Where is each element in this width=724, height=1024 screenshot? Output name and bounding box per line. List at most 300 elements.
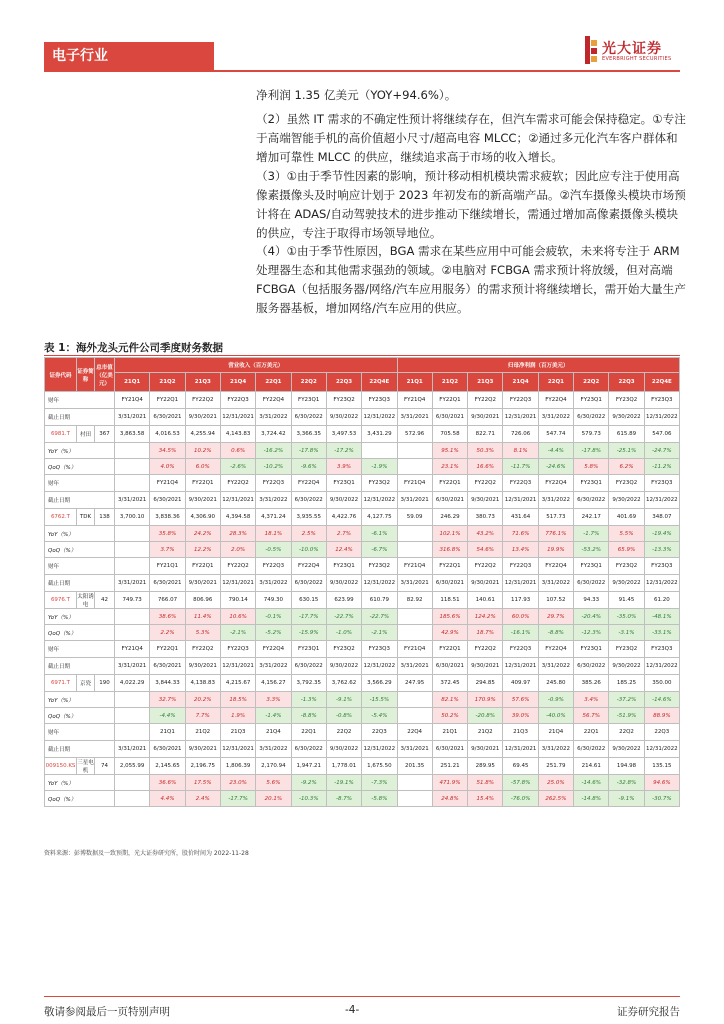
header-quarter: 21Q2	[150, 373, 185, 392]
value-cell: 12/31/2021	[220, 741, 255, 758]
value-cell: 3/31/2022	[256, 741, 291, 758]
value-cell: 2,196.75	[185, 758, 220, 775]
header-quarter: 21Q3	[468, 373, 503, 392]
market-cap: 367	[95, 426, 115, 443]
value-cell: 43.2%	[468, 526, 503, 542]
value-cell: 11.4%	[185, 609, 220, 625]
value-cell: -16.1%	[503, 625, 538, 641]
header-name: 证券简称	[77, 358, 95, 392]
value-cell: 380.73	[468, 509, 503, 526]
value-cell: 12/31/2022	[362, 658, 397, 675]
value-cell: 3/31/2022	[256, 658, 291, 675]
value-cell: 9/30/2021	[185, 741, 220, 758]
value-cell: 51.8%	[468, 775, 503, 791]
value-cell: 2.2%	[150, 625, 185, 641]
value-cell: FY23Q1	[326, 475, 361, 492]
value-cell: 21Q1	[432, 724, 467, 741]
value-cell: -76.0%	[503, 791, 538, 807]
value-cell: FY22Q2	[468, 392, 503, 409]
value-cell: 59.09	[397, 509, 432, 526]
value-cell: FY22Q1	[432, 392, 467, 409]
market-cap: 42	[95, 592, 115, 609]
value-cell: 3.9%	[326, 459, 361, 475]
value-cell: 348.07	[644, 509, 679, 526]
value-cell	[362, 443, 397, 459]
value-cell: 7.7%	[185, 708, 220, 724]
value-cell: 13.4%	[503, 542, 538, 558]
value-cell: 8.1%	[503, 443, 538, 459]
value-cell: 3,497.53	[326, 426, 361, 443]
company-name: 京瓷	[77, 675, 95, 692]
row-label: 财年	[45, 392, 115, 409]
table-row	[45, 526, 680, 542]
value-cell: FY22Q4	[538, 641, 573, 658]
value-cell: 12/31/2021	[503, 409, 538, 426]
value-cell: 6/30/2022	[291, 658, 326, 675]
value-cell: 22Q2	[609, 724, 644, 741]
row-label: YoY（%）	[45, 692, 115, 708]
value-cell: 214.61	[574, 758, 609, 775]
value-cell: 12/31/2022	[362, 409, 397, 426]
value-cell: 107.52	[538, 592, 573, 609]
company-name: 村田	[77, 426, 95, 443]
value-cell: 3,844.33	[150, 675, 185, 692]
value-cell: 9/30/2022	[609, 658, 644, 675]
logo-mark-icon	[585, 36, 597, 64]
value-cell: 350.00	[644, 675, 679, 692]
value-cell: 9/30/2022	[609, 492, 644, 509]
value-cell: 9/30/2022	[326, 492, 361, 509]
value-cell	[397, 526, 432, 542]
value-cell: -9.6%	[291, 459, 326, 475]
value-cell: 82.92	[397, 592, 432, 609]
value-cell: 6/30/2021	[432, 409, 467, 426]
value-cell: 6/30/2022	[574, 409, 609, 426]
value-cell: 38.6%	[150, 609, 185, 625]
value-cell: -9.1%	[326, 692, 361, 708]
brand-logo	[585, 36, 685, 68]
header-rule	[44, 70, 680, 72]
value-cell: -0.1%	[256, 609, 291, 625]
value-cell: FY21Q1	[150, 558, 185, 575]
value-cell: 9/30/2021	[468, 658, 503, 675]
value-cell: 9/30/2021	[468, 492, 503, 509]
table-row	[45, 509, 680, 526]
value-cell: -33.1%	[644, 625, 679, 641]
value-cell: 579.73	[574, 426, 609, 443]
value-cell: 6/30/2022	[574, 741, 609, 758]
value-cell: -6.1%	[362, 526, 397, 542]
value-cell: 3/31/2022	[538, 575, 573, 592]
value-cell: -1.3%	[291, 692, 326, 708]
value-cell: 23.0%	[220, 775, 255, 791]
value-cell	[115, 692, 150, 708]
value-cell: 3/31/2022	[538, 409, 573, 426]
value-cell: 3/31/2021	[397, 741, 432, 758]
table-row	[45, 741, 680, 758]
value-cell: 0.6%	[220, 443, 255, 459]
value-cell: FY22Q4	[256, 641, 291, 658]
value-cell: 294.85	[468, 675, 503, 692]
header-quarter: 22Q3	[326, 373, 361, 392]
value-cell: -19.4%	[644, 526, 679, 542]
row-label: 截止日期	[45, 575, 115, 592]
ticker-code: 6981.T	[45, 426, 77, 443]
value-cell: FY22Q2	[220, 558, 255, 575]
value-cell: 3/31/2021	[397, 409, 432, 426]
row-label: QoQ（%）	[45, 791, 115, 807]
row-label: 截止日期	[45, 741, 115, 758]
value-cell: -24.6%	[538, 459, 573, 475]
table-row	[45, 791, 680, 807]
value-cell: 23.1%	[432, 459, 467, 475]
value-cell	[115, 459, 150, 475]
page-number: -4-	[345, 1004, 360, 1016]
value-cell: 102.1%	[432, 526, 467, 542]
row-label: 财年	[45, 724, 115, 741]
value-cell: 705.58	[432, 426, 467, 443]
table-row	[45, 708, 680, 724]
value-cell: 1,778.01	[326, 758, 361, 775]
value-cell: 4,371.24	[256, 509, 291, 526]
value-cell: FY22Q3	[256, 475, 291, 492]
header-quarter: 21Q4	[503, 373, 538, 392]
value-cell: 21Q2	[185, 724, 220, 741]
value-cell: 2.5%	[291, 526, 326, 542]
table-row	[45, 459, 680, 475]
value-cell	[115, 775, 150, 791]
value-cell: 245.80	[538, 675, 573, 692]
value-cell: -57.8%	[503, 775, 538, 791]
value-cell: 185.25	[609, 675, 644, 692]
value-cell: 42.9%	[432, 625, 467, 641]
value-cell: FY22Q3	[220, 641, 255, 658]
value-cell: 21Q2	[468, 724, 503, 741]
value-cell: -15.9%	[291, 625, 326, 641]
value-cell: 71.6%	[503, 526, 538, 542]
row-label: 截止日期	[45, 409, 115, 426]
value-cell: -53.2%	[574, 542, 609, 558]
value-cell: -15.5%	[362, 692, 397, 708]
value-cell: FY21Q4	[397, 475, 432, 492]
value-cell: 21Q1	[150, 724, 185, 741]
value-cell: FY22Q2	[468, 641, 503, 658]
value-cell: 12/31/2022	[644, 658, 679, 675]
value-cell: -20.4%	[574, 609, 609, 625]
value-cell: 9/30/2022	[326, 575, 361, 592]
table-row	[45, 443, 680, 459]
value-cell: 194.98	[609, 758, 644, 775]
market-cap: 74	[95, 758, 115, 775]
value-cell: -17.8%	[574, 443, 609, 459]
value-cell: 34.5%	[150, 443, 185, 459]
value-cell: 4,156.27	[256, 675, 291, 692]
row-label: 财年	[45, 475, 115, 492]
value-cell: -30.7%	[644, 791, 679, 807]
value-cell: 9/30/2021	[468, 409, 503, 426]
table-header	[45, 358, 680, 392]
value-cell: 12/31/2021	[503, 741, 538, 758]
value-cell: 5.5%	[609, 526, 644, 542]
value-cell: FY22Q1	[432, 558, 467, 575]
table-row	[45, 426, 680, 443]
value-cell: -48.1%	[644, 609, 679, 625]
value-cell	[115, 791, 150, 807]
value-cell: 2.7%	[326, 526, 361, 542]
value-cell: 247.95	[397, 675, 432, 692]
value-cell: 3/31/2021	[115, 575, 150, 592]
value-cell: 6/30/2021	[432, 575, 467, 592]
value-cell: -17.2%	[326, 443, 361, 459]
header-code: 证券代码	[45, 358, 77, 392]
value-cell: -35.0%	[609, 609, 644, 625]
table-row	[45, 542, 680, 558]
row-label: 财年	[45, 558, 115, 575]
value-cell: 24.2%	[185, 526, 220, 542]
value-cell	[397, 708, 432, 724]
row-label: QoQ（%）	[45, 459, 115, 475]
company-name: TDK	[77, 509, 95, 526]
value-cell: 20.1%	[256, 791, 291, 807]
value-cell: 4,255.94	[185, 426, 220, 443]
row-label: YoY（%）	[45, 609, 115, 625]
value-cell: FY23Q2	[609, 641, 644, 658]
value-cell: FY22Q1	[432, 641, 467, 658]
header-quarter: 21Q4	[220, 373, 255, 392]
value-cell: 94.6%	[644, 775, 679, 791]
value-cell: 790.14	[220, 592, 255, 609]
value-cell: -40.0%	[538, 708, 573, 724]
value-cell: 3,863.58	[115, 426, 150, 443]
value-cell: -51.9%	[609, 708, 644, 724]
value-cell: 12/31/2022	[644, 741, 679, 758]
value-cell: -5.4%	[362, 708, 397, 724]
value-cell: 4,143.83	[220, 426, 255, 443]
value-cell: 88.9%	[644, 708, 679, 724]
value-cell	[397, 692, 432, 708]
value-cell: 15.4%	[468, 791, 503, 807]
value-cell: FY22Q4	[538, 558, 573, 575]
value-cell: -1.4%	[256, 708, 291, 724]
value-cell: 9/30/2022	[326, 658, 361, 675]
value-cell: 3,366.35	[291, 426, 326, 443]
value-cell: FY22Q1	[185, 475, 220, 492]
value-cell: 9/30/2022	[326, 741, 361, 758]
value-cell: 6/30/2021	[150, 741, 185, 758]
value-cell: 1,947.21	[291, 758, 326, 775]
value-cell: 6/30/2021	[432, 492, 467, 509]
value-cell: 251.79	[538, 758, 573, 775]
value-cell: 4,306.90	[185, 509, 220, 526]
value-cell: FY22Q3	[503, 641, 538, 658]
table-row	[45, 675, 680, 692]
value-cell: 289.95	[468, 758, 503, 775]
value-cell: 4,127.75	[362, 509, 397, 526]
value-cell: 6.0%	[185, 459, 220, 475]
value-cell: 12/31/2021	[503, 658, 538, 675]
ticker-code: 6976.T	[45, 592, 77, 609]
value-cell: 10.6%	[220, 609, 255, 625]
value-cell: FY22Q2	[220, 475, 255, 492]
value-cell: FY23Q1	[326, 558, 361, 575]
value-cell: FY23Q2	[362, 558, 397, 575]
value-cell: 547.74	[538, 426, 573, 443]
value-cell: 6/30/2021	[150, 658, 185, 675]
value-cell: -20.8%	[468, 708, 503, 724]
value-cell: 50.3%	[468, 443, 503, 459]
value-cell: 6/30/2021	[150, 492, 185, 509]
value-cell: FY22Q4	[538, 392, 573, 409]
value-cell: FY22Q1	[185, 558, 220, 575]
value-cell: FY22Q1	[150, 392, 185, 409]
value-cell: 3,935.55	[291, 509, 326, 526]
value-cell: FY21Q4	[150, 475, 185, 492]
value-cell: 3/31/2021	[115, 492, 150, 509]
value-cell: 140.61	[468, 592, 503, 609]
value-cell: 1,806.39	[220, 758, 255, 775]
value-cell: FY23Q3	[644, 641, 679, 658]
value-cell: 3/31/2021	[115, 658, 150, 675]
value-cell: -6.7%	[362, 542, 397, 558]
value-cell: 95.1%	[432, 443, 467, 459]
value-cell: 9/30/2022	[609, 575, 644, 592]
value-cell: -10.2%	[256, 459, 291, 475]
value-cell: -22.7%	[362, 609, 397, 625]
value-cell: 3/31/2021	[397, 492, 432, 509]
value-cell: FY22Q1	[150, 641, 185, 658]
value-cell	[115, 609, 150, 625]
table-row	[45, 724, 680, 741]
value-cell: FY23Q2	[326, 392, 361, 409]
value-cell: -14.8%	[574, 791, 609, 807]
value-cell: 806.96	[185, 592, 220, 609]
value-cell: FY22Q4	[256, 392, 291, 409]
footer-disclaimer: 敬请参阅最后一页特别声明	[44, 1006, 170, 1018]
value-cell: 9/30/2022	[609, 741, 644, 758]
value-cell: 3/31/2022	[256, 575, 291, 592]
value-cell: FY23Q1	[574, 392, 609, 409]
value-cell: 9/30/2021	[185, 492, 220, 509]
value-cell: 6/30/2021	[432, 658, 467, 675]
value-cell: 170.9%	[468, 692, 503, 708]
ticker-code: 6971.T	[45, 675, 77, 692]
value-cell: 262.5%	[538, 791, 573, 807]
value-cell: FY22Q3	[503, 392, 538, 409]
value-cell: 12.2%	[185, 542, 220, 558]
header-profit: 归母净利润（百万美元）	[397, 358, 680, 373]
value-cell: 822.71	[468, 426, 503, 443]
value-cell: -2.1%	[220, 625, 255, 641]
header-mcap: 总市值（亿美元）	[95, 358, 115, 392]
value-cell: 3.7%	[150, 542, 185, 558]
value-cell: -9.1%	[609, 791, 644, 807]
company-name: 三星电机	[77, 758, 95, 775]
value-cell: FY22Q3	[503, 558, 538, 575]
value-cell: 372.45	[432, 675, 467, 692]
value-cell: 4,022.29	[115, 675, 150, 692]
value-cell: 12/31/2022	[644, 492, 679, 509]
value-cell: 135.15	[644, 758, 679, 775]
section-label: 电子行业	[44, 42, 214, 70]
value-cell: 6/30/2022	[291, 492, 326, 509]
value-cell: 65.9%	[609, 542, 644, 558]
value-cell: -32.8%	[609, 775, 644, 791]
value-cell: 3,762.62	[326, 675, 361, 692]
value-cell: 4,215.67	[220, 675, 255, 692]
value-cell: 12/31/2021	[220, 492, 255, 509]
header-quarters	[45, 373, 680, 392]
value-cell: 9/30/2021	[185, 575, 220, 592]
value-cell: FY21Q4	[115, 392, 150, 409]
value-cell	[115, 724, 150, 741]
value-cell: 201.35	[397, 758, 432, 775]
value-cell: 12/31/2022	[362, 492, 397, 509]
value-cell: 409.97	[503, 675, 538, 692]
value-cell: 4.0%	[150, 459, 185, 475]
value-cell: FY21Q4	[397, 641, 432, 658]
value-cell: 69.45	[503, 758, 538, 775]
value-cell: 22Q1	[291, 724, 326, 741]
value-cell: FY21Q4	[397, 392, 432, 409]
value-cell	[115, 625, 150, 641]
value-cell: -17.7%	[220, 791, 255, 807]
row-label: 截止日期	[45, 658, 115, 675]
header-quarter: 22Q2	[291, 373, 326, 392]
value-cell: 3,792.35	[291, 675, 326, 692]
ticker-code: 009150.KS	[45, 758, 77, 775]
value-cell: FY22Q4	[538, 475, 573, 492]
value-cell: -2.6%	[220, 459, 255, 475]
value-cell: -4.4%	[150, 708, 185, 724]
value-cell: -22.7%	[326, 609, 361, 625]
value-cell: -11.2%	[644, 459, 679, 475]
value-cell: -5.8%	[362, 791, 397, 807]
value-cell: FY23Q3	[644, 392, 679, 409]
value-cell: 12/31/2021	[220, 409, 255, 426]
value-cell: 22Q4	[397, 724, 432, 741]
value-cell: 9/30/2021	[468, 575, 503, 592]
value-cell: 24.8%	[432, 791, 467, 807]
value-cell: FY23Q2	[609, 392, 644, 409]
value-cell: 9/30/2022	[609, 409, 644, 426]
value-cell: 22Q3	[362, 724, 397, 741]
value-cell: 2.4%	[185, 791, 220, 807]
value-cell: -14.6%	[644, 692, 679, 708]
value-cell: 3.4%	[574, 692, 609, 708]
header-quarter: 21Q1	[115, 373, 150, 392]
financial-table	[44, 357, 680, 807]
value-cell: 22Q2	[326, 724, 361, 741]
value-cell: 572.96	[397, 426, 432, 443]
value-cell: 3.3%	[256, 692, 291, 708]
value-cell: 3/31/2022	[256, 409, 291, 426]
value-cell: 118.51	[432, 592, 467, 609]
value-cell	[115, 526, 150, 542]
value-cell: -3.1%	[609, 625, 644, 641]
value-cell: -10.0%	[291, 542, 326, 558]
value-cell: 6/30/2022	[291, 741, 326, 758]
value-cell: 3/31/2021	[397, 658, 432, 675]
value-cell	[397, 542, 432, 558]
table-body	[45, 392, 680, 807]
value-cell: 776.1%	[538, 526, 573, 542]
value-cell: 471.9%	[432, 775, 467, 791]
value-cell: -1.7%	[574, 526, 609, 542]
value-cell: -2.1%	[362, 625, 397, 641]
value-cell: FY23Q1	[574, 641, 609, 658]
row-label: QoQ（%）	[45, 708, 115, 724]
table-row	[45, 492, 680, 509]
